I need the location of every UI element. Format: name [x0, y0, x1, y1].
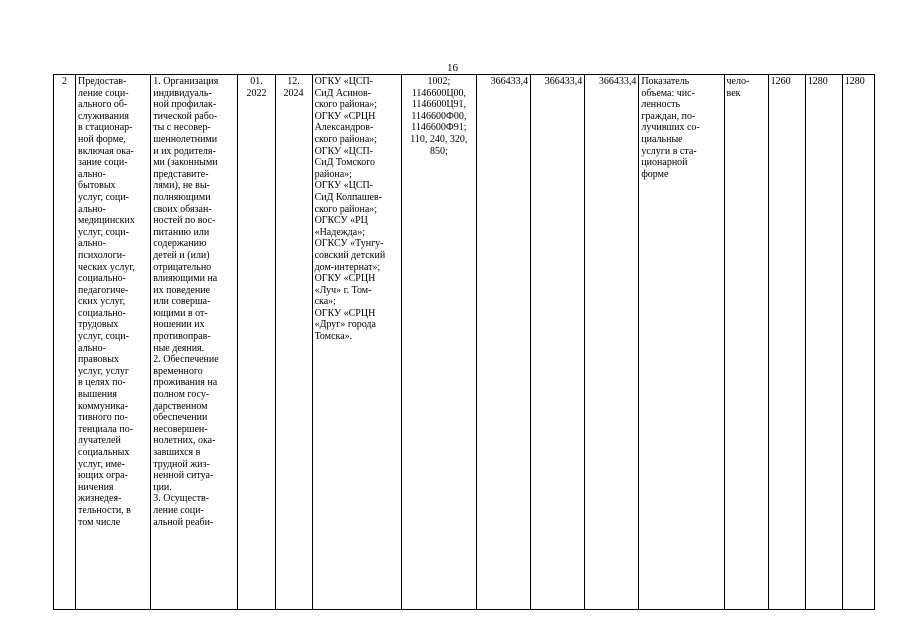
- value-cell-1: 1260: [768, 75, 805, 610]
- value-cell-2: 1280: [805, 75, 842, 610]
- value-cell-3: 1280: [842, 75, 874, 610]
- event-cell: Предостав- ление соци- ального об- служивания в стационар- ной форме, включая ока- зание соци- ально- бытовых услуг, соци- ально- медицинских услуг, соци- ально- психологи- ческих услуг, социально- педагогиче- ских услуг, социально- трудовых услуг, соци- ально- правовых услуг, услуг в целях по- вышения коммуника- тивного по- тенциала по- лучателей социальных услуг, име- ющих огра- ничения жизнедея- тельности, в том числе: [76, 75, 151, 610]
- amount-cell-2: 366433,4: [531, 75, 585, 610]
- end-date-cell: 12. 2024: [275, 75, 312, 610]
- unit-cell: чело- век: [724, 75, 768, 610]
- budget-codes-cell: 1002; 1146600Ц00, 1146600Ц91, 1146600Ф00, 1146600Ф91; 110, 240, 320, 850;: [401, 75, 476, 610]
- program-table: [53, 74, 875, 610]
- table-row: [54, 75, 875, 610]
- content-cell: 1. Организация индивидуаль- ной профилак- тической рабо- ты с несовер- шеннолетними и их родителя- ми (законными представите- лями), не вы- полняющими своих обязан- ностей по вос- питанию или содержанию детей и (или) отрицательно влияющими на их поведение или соверша- ющими в от- ношении их противоправ- ные деяния. 2. Обеспечение временного проживания на полном госу- дарственном обеспечении несовершен- нолетних, ока- завшихся в трудной жиз- ненной ситуа- ции. 3. Осуществ- ление соци- альной реаби-: [151, 75, 238, 610]
- row-index: 2: [54, 75, 76, 610]
- executors-cell: ОГКУ «ЦСП- СиД Асинов- ского района»; ОГКУ «СРЦН Александров- ского района»; ОГКУ «ЦСП- СиД Томского района»; ОГКУ «ЦСП- СиД Колпашев- ского района»; ОГКСУ «РЦ «Надежда»; ОГКСУ «Тунгу- совский детский дом-интернат»; ОГКУ «СРЦН «Луч» г. Том- ска»; ОГКУ «СРЦН «Друг» города Томска».: [312, 75, 401, 610]
- start-date-cell: 01. 2022: [238, 75, 275, 610]
- amount-cell-3: 366433,4: [585, 75, 639, 610]
- indicator-cell: Показатель объема: чис- ленность граждан, по- лучивших со- циальные услуги в ста- ционарной форме: [639, 75, 724, 610]
- amount-cell-1: 366433,4: [476, 75, 530, 610]
- page-number: 16: [447, 62, 458, 74]
